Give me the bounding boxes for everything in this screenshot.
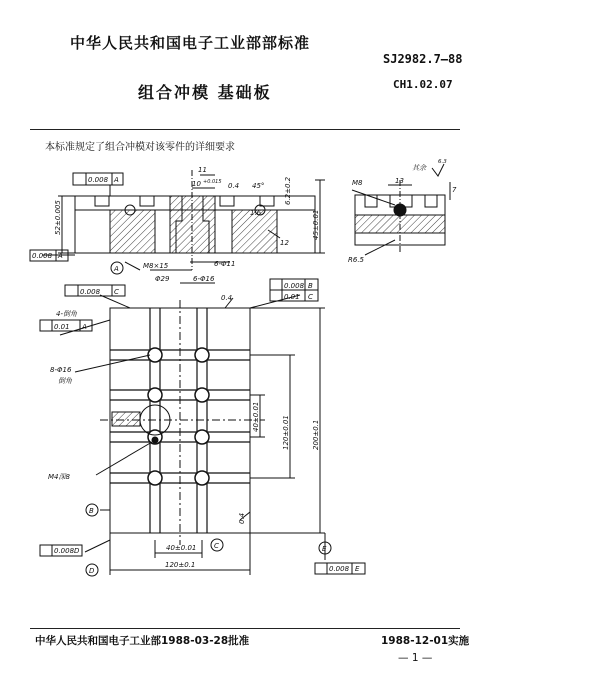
thread-M4-callout: M4深8 [48, 473, 70, 481]
dim-10: 10 [192, 180, 201, 188]
page-number: — 1 — [398, 652, 433, 664]
chamfer-callout: 4-倒角 [56, 310, 77, 318]
dim-11: 11 [198, 166, 207, 174]
holes-callout: 8-Φ16 [50, 366, 72, 374]
parallel-tol-value: 0.008 [88, 176, 109, 184]
rough-rest: 其余 [412, 164, 426, 172]
hole-11-callout: 6-Φ11 [214, 260, 236, 268]
dim-45: 45±0.01 [312, 209, 320, 240]
parallel-C-value: 0.008 [80, 288, 101, 296]
detail-thread: M8 [352, 179, 363, 187]
classification-code: CH1.02.07 [393, 78, 453, 91]
datum-A-label: A [114, 176, 119, 184]
symmetry-E-datum: E [355, 565, 360, 573]
parallel-B-value: 0.008 [284, 282, 305, 290]
perp-C-value: 0.01 [284, 293, 300, 301]
datum-circle-C-label: C [214, 542, 219, 550]
detail-dim-13: 13 [395, 177, 404, 185]
symmetry-E-value: 0.008 [329, 565, 350, 573]
rough-rest-value: 6.3 [438, 159, 447, 165]
dim-62: 6.2±0.2 [284, 176, 292, 205]
rough-16: 1.6 [250, 209, 262, 217]
parallel-C-datum: C [114, 288, 119, 296]
footer-rule [30, 628, 460, 629]
dim-120-vertical: 120±0.01 [282, 415, 290, 450]
detail-radius: R6.5 [348, 256, 364, 264]
ref-frame-value: 0.008 [32, 252, 53, 260]
symmetry-D-datum: D [74, 547, 80, 555]
bore-callout: Φ29 [155, 275, 170, 283]
plan-rough-04: 0.4 [221, 294, 233, 302]
dim-52: 52±0.005 [54, 200, 62, 235]
approval-text: 中华人民共和国电子工业部1988-03-28批准 [35, 635, 250, 647]
implementation-date: 1988-12-01实施 [381, 635, 470, 647]
perp-A-datum: A [82, 323, 87, 331]
angle-45: 45° [252, 182, 265, 190]
dim-120-horizontal: 120±0.1 [165, 561, 196, 569]
rough-04: 0.4 [228, 182, 240, 190]
dim-40-vertical: 40±0.01 [252, 401, 260, 432]
tol-10: +0.015 [203, 179, 222, 185]
detail-dim-7: 7 [452, 186, 457, 194]
holes-note: 倒角 [58, 377, 72, 385]
dim-200-vertical: 200±0.1 [312, 419, 320, 450]
datum-circle-E-label: E [322, 545, 327, 553]
perp-C-datum: C [308, 293, 313, 301]
issuing-organization: 中华人民共和国电子工业部部标准 [70, 34, 311, 52]
plan-rough-04b: 0.4 [238, 512, 246, 524]
standard-code: SJ2982.7—88 [383, 52, 463, 66]
datum-circle-D-label: D [89, 567, 95, 575]
symmetry-D-value: 0.008 [54, 547, 75, 555]
dim-40-horizontal: 40±0.01 [166, 544, 197, 552]
intro-text: 本标准规定了组合冲模对该零件的详细要求 [45, 142, 235, 153]
document-title: 组合冲模 基础板 [138, 83, 272, 102]
ref-frame-datum: A [58, 252, 63, 260]
section-view [42, 170, 325, 283]
parallel-B-datum: B [308, 282, 313, 290]
datum-circle-A-label: A [114, 265, 119, 273]
dim-12: 12 [280, 239, 289, 247]
thread-callout: M8×15 [143, 262, 169, 270]
perp-A-value: 0.01 [54, 323, 70, 331]
datum-circle-B-label: B [89, 507, 94, 515]
hole-16-callout: 6-Φ16 [193, 275, 215, 283]
